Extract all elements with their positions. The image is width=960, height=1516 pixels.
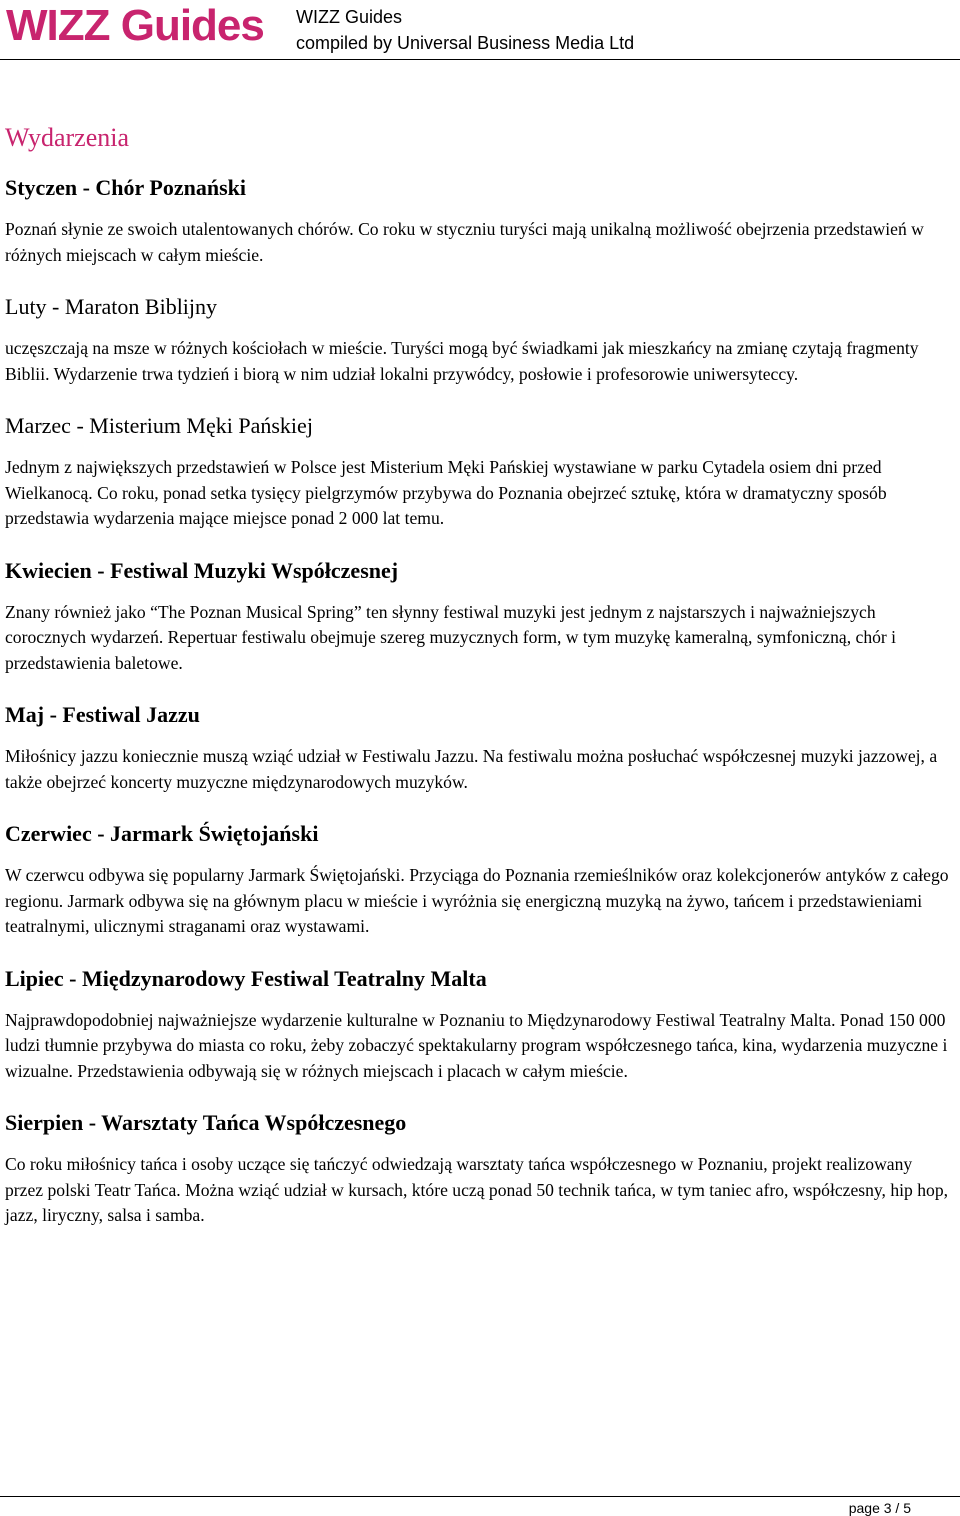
event-february	[5, 294, 950, 387]
page-content	[5, 120, 950, 1255]
event-august	[5, 1110, 950, 1229]
event-may	[5, 702, 950, 795]
event-july	[5, 966, 950, 1085]
event-description: Jednym z największych przedstawień w Polsce jest Misterium Męki Pańskiej wystawiane w parku Cytadela osiem dni przed Wielkanocą. Co roku, ponad setka tysięcy pielgrzymów przybywa do Poznania obejrzeć sztukę, która w dramatyczny sposób przedstawia wydarzenia mające miejsce ponad 2 000 lat temu.	[5, 457, 887, 528]
event-title: Kwiecien - Festiwal Muzyki Współczesnej	[5, 557, 399, 583]
event-description: Co roku miłośnicy tańca i osoby uczące się tańczyć odwiedzają warsztaty tańca współczesnego w Poznaniu, projekt realizowany przez polski Teatr Tańca. Można wziąć udział w kursach, które uczą ponad 50 technik tańca, w tym taniec afro, współczesny, hip hop, jazz, liryczny, salsa i samba.	[5, 1154, 949, 1225]
page-footer	[0, 1496, 960, 1516]
event-title: Maj - Festiwal Jazzu	[5, 702, 200, 727]
event-june	[5, 821, 950, 940]
events-list	[5, 175, 950, 1229]
event-january	[5, 175, 950, 268]
event-title: Styczen - Chór Poznański	[5, 175, 246, 200]
event-title: Sierpien - Warsztaty Tańca Współczesnego	[5, 1110, 407, 1135]
event-description: uczęszczają na msze w różnych kościołach w mieście. Turyści mogą być świadkami jak mieszkańcy na zmianę czytają fragmenty Biblii. Wydarzenie trwa tydzień i biorą w nim udział lokalni przywódcy, posłowie i profesorowie uniwersyteccy.	[5, 338, 919, 384]
page-header	[0, 0, 960, 60]
header-title: WIZZ Guides	[296, 7, 403, 27]
event-description: Poznań słynie ze swoich utalentowanych chórów. Co roku w styczniu turyści mają unikalną możliwość obejrzenia przedstawień w różnych miejscach w całym mieście.	[5, 219, 924, 265]
event-april	[5, 558, 950, 677]
event-title: Luty - Maraton Biblijny	[5, 294, 218, 319]
event-description: Znany również jako “The Poznan Musical Spring” ten słynny festiwal muzyki jest jednym z najstarszych i najważniejszych corocznych wydarzeń. Repertuar festiwalu obejmuje szereg muzycznych form, w tym muzykę kameralną, symfoniczną, chór i przedstawienia baletowe.	[5, 601, 897, 673]
event-title: Lipiec - Międzynarodowy Festiwal Teatralny Malta	[5, 965, 487, 991]
event-title: Czerwiec - Jarmark Świętojański	[5, 821, 319, 846]
event-title: Marzec - Misterium Męki Pańskiej	[5, 413, 313, 438]
header-subtitle: compiled by Universal Business Media Ltd	[296, 33, 635, 53]
event-description: Najprawdopodobniej najważniejsze wydarzenie kulturalne w Poznaniu to Międzynarodowy Festiwal Teatralny Malta. Ponad 150 000 ludzi tłumnie przybywa do miasta co roku, żeby zobaczyć spektakularny program współczesnego tańca, kina, wydarzenia muzyczne i wizualne. Przedstawienia odbywają się w różnych miejscach i placach w całym mieście.	[5, 1009, 948, 1081]
section-heading: Wydarzenia	[5, 123, 130, 152]
event-description: Miłośnicy jazzu koniecznie muszą wziąć udział w Festiwalu Jazzu. Na festiwalu można posłuchać współczesnej muzyki jazzowej, a także obejrzeć koncerty muzyczne międzynarodowych muzyków.	[5, 746, 938, 792]
event-description: W czerwcu odbywa się popularny Jarmark Świętojański. Przyciąga do Poznania rzemieślników oraz kolekcjonerów antyków z całego regionu. Jarmark odbywa się na głównym placu w mieście i wyróżnia się energiczną muzyką na żywo, tańcem i przedstawieniami teatralnymi, ulicznymi straganami oraz wystawami.	[5, 865, 949, 936]
event-march	[5, 413, 950, 532]
page-number: page 3 / 5	[848, 1500, 911, 1516]
wizz-guides-logo: WIZZ Guides	[6, 1, 264, 50]
